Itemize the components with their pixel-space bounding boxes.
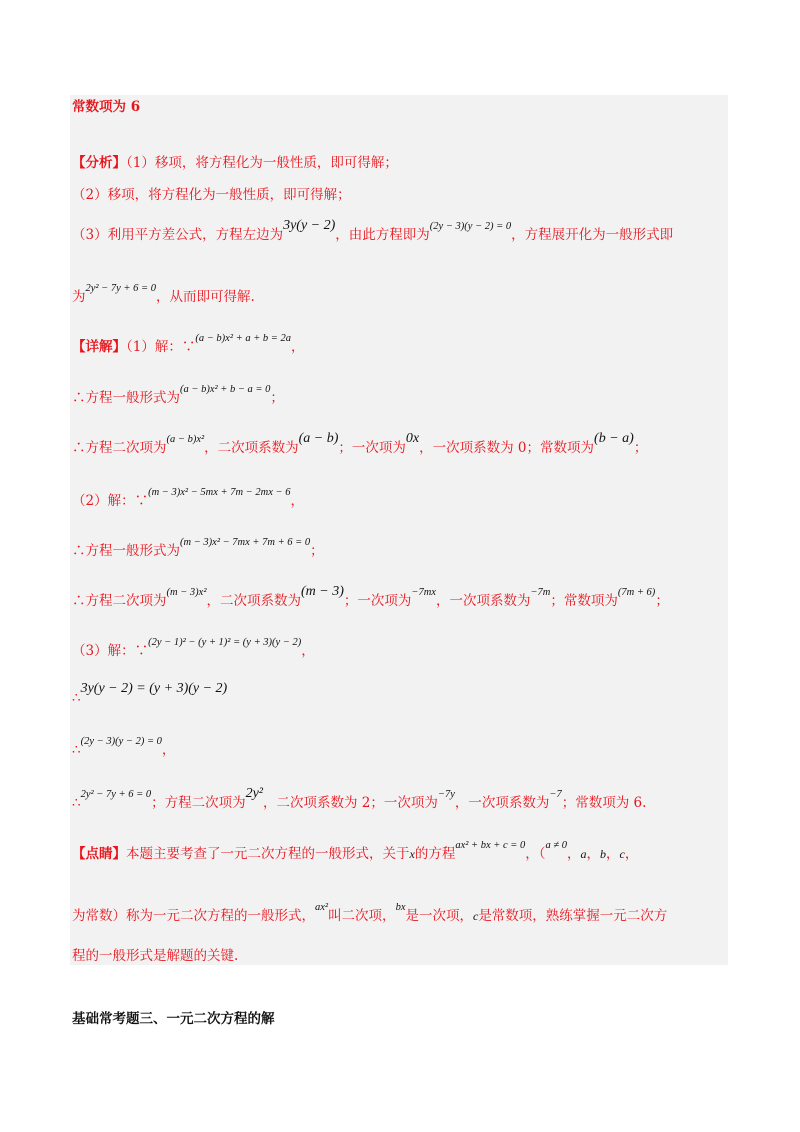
text-segment: ， [290,493,304,509]
text-segment: 是一次项， [405,908,473,924]
line-text: 常数项为 6 [72,99,141,115]
math-expression: c [619,847,625,861]
detail-line-6 [72,584,669,609]
math-expression: 3y(y − 2) [283,218,336,233]
math-expression: (a − b)x² [166,434,205,445]
math-expression: ax² + bx + c = 0 [455,840,526,851]
text-segment: ∴方程二次项为 [72,593,167,609]
text-segment: ；一次项为 [343,593,412,609]
text-segment: ， [301,643,315,659]
analysis-line-1 [72,157,398,171]
text-segment: ∴方程二次项为 [72,440,167,456]
text-segment: ；方程二次项为 [151,795,246,811]
line-text: （1）移项，将方程化为一般性质，即可得解； [126,155,398,171]
math-expression: bx [395,902,406,913]
analysis-tag: 【分析】 [72,155,126,171]
note-line-2 [72,902,668,924]
note-tag: 【点睛】 [72,846,126,862]
text-segment: ；常数项为 6. [561,795,647,811]
detail-line-7 [72,637,315,659]
math-expression: x [409,847,415,861]
math-expression: (7m + 6) [617,587,656,598]
math-expression: (2y − 3)(y − 2) = 0 [80,736,162,747]
detail-line-5 [72,537,324,559]
math-expression: b [599,847,606,861]
math-expression: 2y² − 7y + 6 = 0 [85,283,156,294]
detail-line-1 [72,333,305,355]
math-expression: ax² [315,902,329,913]
text-segment: ，一次项系数为 0；常数项为 [419,440,595,456]
analysis-line-2 [72,189,351,203]
math-expression: (m − 3)x² [166,587,207,598]
analysis-line-3 [72,218,674,243]
analysis-line-4 [72,283,255,305]
text-segment: ， [291,339,305,355]
text-segment: 叫二次项， [328,908,396,924]
note-line-3 [72,950,238,964]
detail-line-8 [72,681,228,706]
text-segment: ，方程展开化为一般形式即 [511,227,674,243]
text-segment: ∴ [72,742,81,758]
text-segment: （3）利用平方差公式，方程左边为 [72,227,284,243]
text-segment: ∴方程一般形式为 [72,543,180,559]
detail-line-4 [72,487,304,509]
math-expression: −7mx [411,587,436,598]
text-segment: 是常数项，熟练掌握一元二次方 [478,908,668,924]
text-segment: ； [310,543,324,559]
math-expression: 0x [405,431,420,446]
text-segment: ∴ [72,795,81,811]
math-expression: (m − 3)x² − 5mx + 7m − 2mx − 6 [148,487,291,498]
text-segment: ，一次项系数为 [435,593,531,609]
constant-term-line [72,101,140,115]
section-heading: 基础常考题三、一元二次方程的解 [72,1011,275,1027]
text-segment: 为 [72,289,86,305]
text-segment: （2）解：∵ [72,493,149,509]
math-expression: (m − 3) [300,584,344,599]
text-segment: ， [586,846,600,862]
text-segment: ，二次项系数为 2；一次项为 [263,795,438,811]
math-expression: a ≠ 0 [545,840,567,851]
math-expression: (a − b) [298,431,339,446]
text-segment: ， [566,846,581,862]
math-expression: −7y [437,789,455,800]
math-expression: 2y² [245,786,263,801]
math-expression: −7 [549,789,562,800]
text-segment: 本题主要考查了一元二次方程的一般形式，关于 [126,846,410,862]
text-segment: ； [270,390,284,406]
text-segment: ； [633,440,648,456]
math-expression: (2y − 3)(y − 2) = 0 [429,221,512,232]
math-expression: (a − b)x² + a + b = 2a [195,333,291,344]
math-expression: a [580,847,587,861]
note-line-1 [72,840,639,862]
math-expression: (2y − 1)² − (y + 1)² = (y + 3)(y − 2) [148,637,302,648]
text-segment: （3）解：∵ [72,643,149,659]
math-expression: 3y(y − 2) = (y + 3)(y − 2) [80,681,228,696]
text-segment: ∴方程一般形式为 [72,390,180,406]
text-segment: （1）解：∵ [126,339,196,355]
math-expression: 2y² − 7y + 6 = 0 [80,789,152,800]
text-segment: ，从而即可得解. [155,289,255,305]
text-segment: ； [655,593,669,609]
text-segment: ；常数项为 [550,593,618,609]
detail-line-9 [72,736,176,758]
text-segment: ， [624,846,639,862]
text-segment: ，一次项系数为 [454,795,550,811]
line-text: 程的一般形式是解题的关键. [72,948,239,964]
text-segment: ， [605,846,620,862]
solution-panel [70,95,728,965]
detail-line-2 [72,384,284,406]
math-expression: (m − 3)x² − 7mx + 7m + 6 = 0 [180,537,311,548]
text-segment: 的方程 [414,846,456,862]
math-expression: (b − a) [594,431,634,446]
detail-line-10 [72,786,647,811]
text-segment: ，由此方程即为 [335,227,430,243]
math-expression: (a − b)x² + b − a = 0 [180,384,271,395]
text-segment: 为常数）称为一元二次方程的一般形式， [72,908,315,924]
text-segment: ，二次项系数为 [206,593,301,609]
line-text: （2）移项，将方程化为一般性质，即可得解； [72,187,351,203]
math-expression: −7m [530,587,551,598]
text-segment: ；一次项为 [338,440,406,456]
detail-tag: 【详解】 [72,339,126,355]
math-expression: c [472,909,479,923]
text-segment: ∴ [72,690,81,706]
detail-line-3 [72,431,648,456]
text-segment: ， [161,742,176,758]
text-segment: ，二次项系数为 [204,440,299,456]
text-segment: ，（ [525,846,546,862]
